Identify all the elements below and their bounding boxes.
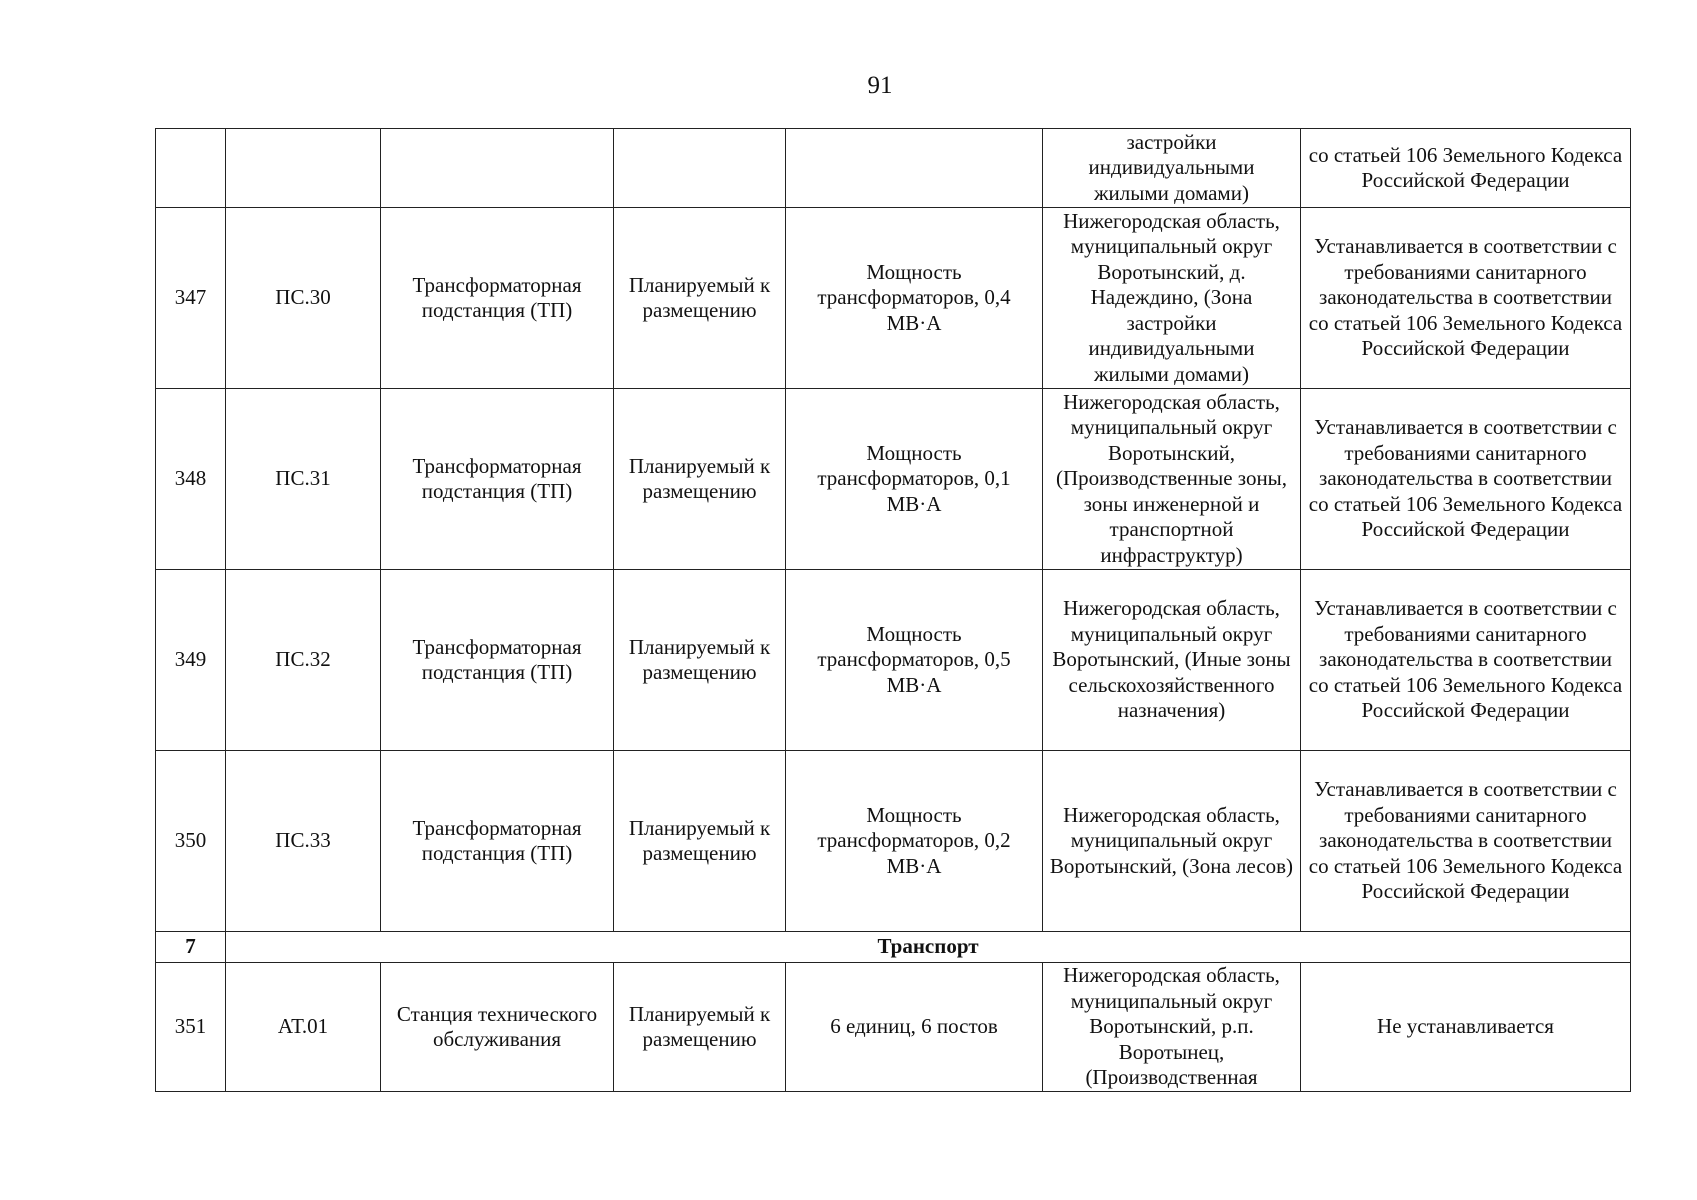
- cell-characteristics: Мощность трансформаторов, 0,1 МВ·А: [786, 389, 1043, 570]
- cell-num: [156, 129, 226, 208]
- cell-status: Планируемый к размещению: [614, 751, 786, 932]
- cell-zone: Не устанавливается: [1301, 963, 1631, 1092]
- cell-code: АТ.01: [226, 963, 381, 1092]
- cell-zone: Устанавливается в соответствии с требованиями санитарного законодательства в соответствии со статьей 106 Земельного Кодекса Российской Федерации: [1301, 751, 1631, 932]
- table-row: [156, 208, 1631, 389]
- table-row: [156, 963, 1631, 1092]
- table-row: [156, 751, 1631, 932]
- table-row-continuation: [156, 129, 1631, 208]
- cell-location: Нижегородская область, муниципальный округ Воротынский, (Зона лесов): [1043, 751, 1301, 932]
- cell-location: застройки индивидуальными жилыми домами): [1043, 129, 1301, 208]
- cell-code: ПС.31: [226, 389, 381, 570]
- table-row: [156, 389, 1631, 570]
- section-row: [156, 932, 1631, 963]
- objects-table: [155, 128, 1631, 1092]
- cell-name: Трансформаторная подстанция (ТП): [381, 751, 614, 932]
- cell-status: Планируемый к размещению: [614, 389, 786, 570]
- cell-code: [226, 129, 381, 208]
- cell-status: Планируемый к размещению: [614, 570, 786, 751]
- cell-name: Трансформаторная подстанция (ТП): [381, 389, 614, 570]
- cell-location: Нижегородская область, муниципальный округ Воротынский, р.п. Воротынец, (Производственная: [1043, 963, 1301, 1092]
- cell-characteristics: Мощность трансформаторов, 0,5 МВ·А: [786, 570, 1043, 751]
- cell-zone: со статьей 106 Земельного Кодекса Российской Федерации: [1301, 129, 1631, 208]
- cell-status: Планируемый к размещению: [614, 963, 786, 1092]
- cell-characteristics: Мощность трансформаторов, 0,4 МВ·А: [786, 208, 1043, 389]
- cell-code: ПС.30: [226, 208, 381, 389]
- cell-code: ПС.32: [226, 570, 381, 751]
- section-title: Транспорт: [226, 932, 1631, 963]
- cell-zone: Устанавливается в соответствии с требованиями санитарного законодательства в соответствии со статьей 106 Земельного Кодекса Российской Федерации: [1301, 208, 1631, 389]
- cell-num: 348: [156, 389, 226, 570]
- cell-status: Планируемый к размещению: [614, 208, 786, 389]
- cell-name: Станция технического обслуживания: [381, 963, 614, 1092]
- cell-zone: Устанавливается в соответствии с требованиями санитарного законодательства в соответствии со статьей 106 Земельного Кодекса Российской Федерации: [1301, 570, 1631, 751]
- cell-status: [614, 129, 786, 208]
- section-number: 7: [156, 932, 226, 963]
- cell-zone: Устанавливается в соответствии с требованиями санитарного законодательства в соответствии со статьей 106 Земельного Кодекса Российской Федерации: [1301, 389, 1631, 570]
- cell-characteristics: 6 единиц, 6 постов: [786, 963, 1043, 1092]
- cell-num: 350: [156, 751, 226, 932]
- cell-num: 349: [156, 570, 226, 751]
- cell-location: Нижегородская область, муниципальный округ Воротынский, д. Надеждино, (Зона застройки индивидуальными жилыми домами): [1043, 208, 1301, 389]
- cell-characteristics: Мощность трансформаторов, 0,2 МВ·А: [786, 751, 1043, 932]
- cell-name: Трансформаторная подстанция (ТП): [381, 570, 614, 751]
- page-number: 91: [867, 72, 893, 99]
- cell-num: 351: [156, 963, 226, 1092]
- cell-characteristics: [786, 129, 1043, 208]
- cell-code: ПС.33: [226, 751, 381, 932]
- cell-location: Нижегородская область, муниципальный округ Воротынский, (Производственные зоны, зоны инженерной и транспортной инфраструктур): [1043, 389, 1301, 570]
- table-row: [156, 570, 1631, 751]
- cell-num: 347: [156, 208, 226, 389]
- cell-location: Нижегородская область, муниципальный округ Воротынский, (Иные зоны сельскохозяйственного назначения): [1043, 570, 1301, 751]
- cell-name: [381, 129, 614, 208]
- cell-name: Трансформаторная подстанция (ТП): [381, 208, 614, 389]
